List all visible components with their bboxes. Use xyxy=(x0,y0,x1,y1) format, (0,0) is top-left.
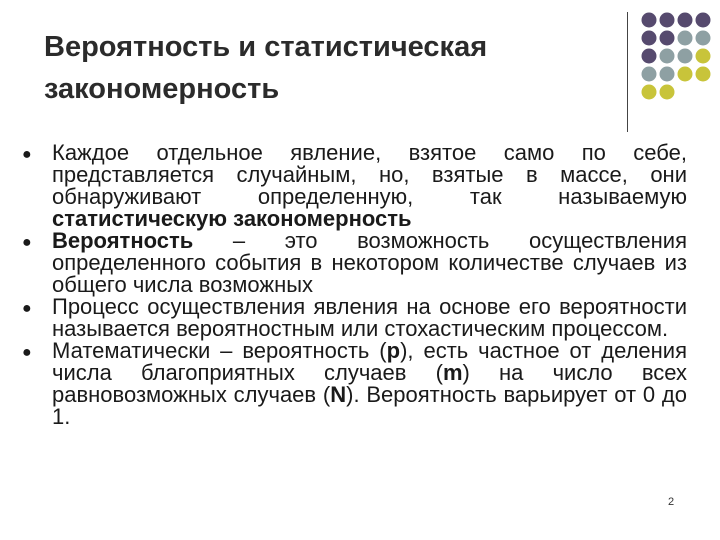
bullet-dot-icon: ● xyxy=(22,300,32,317)
bullet-1-text: Каждое отдельное явление, взятое само по себе, представляется случайным, но, взятые в массе, они обнаруживают определенную, так называемую xyxy=(52,140,687,209)
decor-dot xyxy=(642,13,657,28)
bullet-item-3 xyxy=(22,296,687,340)
decor-dot xyxy=(642,49,657,64)
decor-dot xyxy=(642,85,657,100)
decor-dot xyxy=(642,67,657,82)
bullet-list xyxy=(22,142,687,428)
page-number: 2 xyxy=(668,496,675,508)
bullet-dot-icon: ● xyxy=(22,344,32,361)
decor-dot xyxy=(696,31,711,46)
decor-dot xyxy=(660,85,675,100)
decor-dot xyxy=(678,31,693,46)
bullet-2-text: – это возможность осуществления определенного события в некотором количестве случаев из общего числа возможных xyxy=(52,228,687,297)
decor-dot xyxy=(696,13,711,28)
bullet-4-part4: ). Вероятность варьирует от 0 до 1. xyxy=(52,382,688,429)
bullet-3-text: Процесс осуществления явления на основе его вероятности называется вероятностным или стохастическим процессом. xyxy=(52,294,687,341)
bullet-4-var-n: N xyxy=(330,382,347,407)
dot-grid-icon xyxy=(641,12,713,104)
decor-dot xyxy=(696,67,711,82)
bullet-4-var-m: m xyxy=(442,360,463,385)
bullet-4-part3: ) на число всех равновозможных случаев ( xyxy=(52,360,688,407)
bullet-dot-icon: ● xyxy=(22,234,32,251)
decor-dot xyxy=(660,13,675,28)
title-divider xyxy=(627,12,628,132)
slide-title: Вероятность и статистическая закономерность xyxy=(44,31,488,105)
bullet-1-bold: статистическую закономерность xyxy=(52,206,412,231)
bullet-dot-icon: ● xyxy=(22,146,32,163)
bullet-2-bold-lead: Вероятность xyxy=(52,228,194,253)
decor-dot xyxy=(678,49,693,64)
dot-grid-svg xyxy=(641,12,713,104)
bullet-item-1 xyxy=(22,142,687,230)
decor-dot xyxy=(660,67,675,82)
bullet-item-2 xyxy=(22,230,687,296)
bullet-item-4 xyxy=(22,340,687,428)
bullet-4-part2: ), есть частное от деления числа благоприятных случаев ( xyxy=(52,338,687,385)
decor-dot xyxy=(696,49,711,64)
bullet-4-var-p: р xyxy=(386,338,401,363)
decor-dot xyxy=(678,67,693,82)
decor-dot xyxy=(660,31,675,46)
decor-dot xyxy=(642,31,657,46)
bullet-4-part1: Математически – вероятность ( xyxy=(52,338,387,363)
decor-dot xyxy=(678,13,693,28)
decor-dot xyxy=(660,49,675,64)
